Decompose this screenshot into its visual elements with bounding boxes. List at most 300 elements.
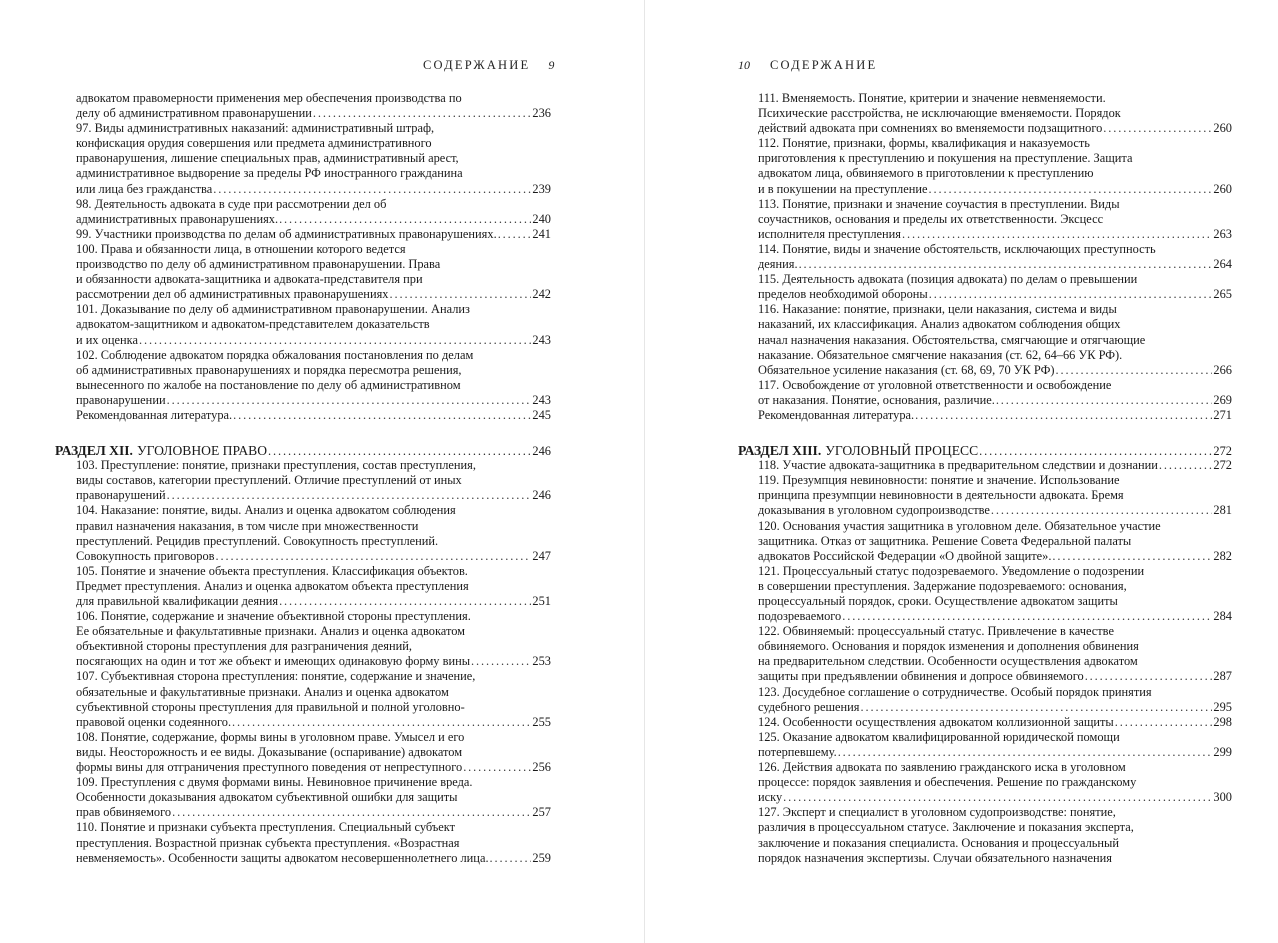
- entry-text: 109. Преступления с двумя формами вины. Невиновное причинение вреда.: [76, 775, 473, 790]
- dot-leader: [915, 408, 1212, 423]
- toc-entry-line: [55, 594, 551, 609]
- entry-text: 112. Понятие, признаки, формы, квалификация и наказуемость: [758, 136, 1090, 151]
- entry-text: в совершении преступления. Задержание подозреваемого: основания,: [758, 578, 1127, 593]
- entry-text: 125. Оказание адвокатом квалифицированной юридической помощи: [758, 729, 1120, 744]
- entry-text: административных правонарушениях.: [76, 211, 279, 226]
- toc-entry-line: [738, 790, 1232, 805]
- entry-text: 115. Деятельность адвоката (позиция адвоката) по делам о превышении: [758, 272, 1138, 287]
- entry-text: 101. Доказывание по делу об административном правонарушении. Анализ: [76, 302, 470, 317]
- toc-entry-line: [55, 579, 551, 594]
- page-ref: 245: [532, 407, 551, 422]
- entry-text: Совокупность приговоров: [76, 548, 215, 563]
- section-number: РАЗДЕЛ XII.: [55, 443, 133, 459]
- entry-text: 97. Виды административных наказаний: административный штраф,: [76, 121, 435, 136]
- toc-entry-line: [55, 227, 551, 242]
- toc-entry[interactable]: [55, 242, 551, 302]
- entry-text: 122. Обвиняемый: процессуальный статус. Привлечение в качестве: [758, 624, 1114, 639]
- dot-leader: [139, 333, 531, 348]
- toc-entry-line: [55, 408, 551, 423]
- dot-leader: [1159, 458, 1213, 473]
- page-ref: 265: [1213, 287, 1232, 302]
- toc-entry-line: [738, 805, 1232, 820]
- running-head: [423, 58, 554, 73]
- entry-text: процессе: порядок заявления и обеспечения. Решение по гражданскому: [758, 775, 1137, 790]
- page-ref: 253: [532, 654, 551, 669]
- toc-entry-line: [55, 121, 551, 136]
- toc-entry[interactable]: [55, 609, 551, 669]
- page-ref: 247: [532, 548, 551, 563]
- entry-text: рассмотрении дел об административных правонарушениях: [76, 287, 389, 302]
- dot-leader: [1085, 669, 1213, 684]
- page-ref: 257: [532, 805, 551, 820]
- page-ref: 260: [1213, 121, 1232, 136]
- toc-entry-line: [738, 851, 1232, 866]
- toc-entry[interactable]: [55, 302, 551, 347]
- toc-entry-line: [55, 473, 551, 488]
- toc-entry-line: [738, 257, 1232, 272]
- entry-text: порядок назначения экспертизы. Случаи обязательного назначения: [758, 850, 1112, 865]
- entry-text: 98. Деятельность адвоката в суде при рассмотрении дел об: [76, 196, 387, 211]
- toc-entry-line: [55, 333, 551, 348]
- entry-text: 111. Вменяемость. Понятие, критерии и значение невменяемости.: [758, 91, 1106, 105]
- running-head-title: СОДЕРЖАНИЕ: [423, 58, 531, 72]
- toc-entry-line: [55, 820, 551, 835]
- entry-text: от наказания. Понятие, основания, различие.: [758, 392, 995, 407]
- toc-entry-line: [738, 197, 1232, 212]
- entry-text: 103. Преступление: понятие, признаки преступления, состав преступления,: [76, 458, 476, 473]
- entry-text: исполнителя преступления: [758, 226, 901, 241]
- entry-text: 106. Понятие, содержание и значение объективной стороны преступления.: [76, 609, 471, 624]
- toc-entry-line: [738, 458, 1232, 473]
- dot-leader: [233, 408, 531, 423]
- entry-text: Рекомендованная литература.: [758, 407, 915, 422]
- dot-leader: [463, 760, 531, 775]
- page-ref: 242: [532, 287, 551, 302]
- toc-entry-line: [738, 715, 1232, 730]
- toc-entry-line: [738, 106, 1232, 121]
- toc-entry[interactable]: [55, 408, 551, 423]
- entry-text: 110. Понятие и признаки субъекта преступления. Специальный субъект: [76, 820, 456, 835]
- entry-text: субъективной стороны преступления для правильной и полной уголовно-: [76, 699, 465, 714]
- toc-entry-line: [55, 564, 551, 579]
- toc-entry[interactable]: [738, 624, 1232, 684]
- toc-entry-line: [738, 745, 1232, 760]
- toc-entry-line: [738, 760, 1232, 775]
- entry-text: прав обвиняемого: [76, 805, 172, 820]
- page-ref: 271: [1213, 407, 1232, 422]
- toc-entry-line: [738, 302, 1232, 317]
- page-ref: 260: [1213, 181, 1232, 196]
- page-ref: 241: [532, 226, 551, 241]
- toc-entry-line: [738, 564, 1232, 579]
- entry-text: адвокатом правомерности применения мер обеспечения производства по: [76, 91, 462, 105]
- entry-text: защиты при предъявлении обвинения и допросе обвиняемого: [758, 669, 1084, 684]
- entry-text: и обязанности адвоката-защитника и адвоката-представителя при: [76, 272, 423, 287]
- toc-entry-line: [55, 302, 551, 317]
- entry-text: принципа презумпции невиновности в деятельности адвоката. Бремя: [758, 488, 1124, 503]
- entry-text: 120. Основания участия защитника в уголовном деле. Обязательное участие: [758, 518, 1161, 533]
- toc-entry[interactable]: [55, 91, 551, 121]
- dot-leader: [991, 503, 1213, 518]
- toc-entry[interactable]: [55, 348, 551, 408]
- entry-text: виды составов, категории преступлений. Отличие преступлений от иных: [76, 473, 462, 488]
- entry-text: различия в процессуальном статусе. Заключение и показания эксперта,: [758, 820, 1134, 835]
- toc-entry[interactable]: [738, 685, 1232, 715]
- dot-leader: [838, 745, 1213, 760]
- dot-leader: [979, 444, 1212, 459]
- page-ref: 284: [1213, 609, 1232, 624]
- toc-entry[interactable]: [738, 473, 1232, 518]
- page-ref: 246: [532, 444, 551, 459]
- entry-text: наказание. Обязательное смягчение наказания (ст. 62, 64–66 УК РФ).: [758, 347, 1123, 362]
- toc-entry[interactable]: [738, 378, 1232, 408]
- dot-leader: [279, 212, 531, 227]
- toc-entry-line: [55, 106, 551, 121]
- toc-entry-line: [738, 654, 1232, 669]
- page-ref: 240: [532, 211, 551, 226]
- toc-entry-line: [55, 393, 551, 408]
- entry-text: защитника. Отказ от защитника. Решение Совета Федеральной палаты: [758, 533, 1132, 548]
- toc-entry-line: [55, 730, 551, 745]
- entry-text: 108. Понятие, содержание, формы вины в уголовном праве. Умысел и его: [76, 729, 465, 744]
- dot-leader: [1103, 121, 1212, 136]
- entry-text: 102. Соблюдение адвокатом порядка обжалования постановления по делам: [76, 347, 474, 362]
- toc-entry-line: [738, 669, 1232, 684]
- dot-leader: [471, 654, 531, 669]
- entry-text: соучастников, основания и пределы их ответственности. Эксцесс: [758, 211, 1104, 226]
- toc-entry-line: [55, 212, 551, 227]
- entry-text: обязательные и факультативные признаки. Анализ и оценка адвокатом: [76, 684, 449, 699]
- toc-entry[interactable]: [55, 121, 551, 196]
- toc-entry[interactable]: [738, 730, 1232, 760]
- entry-text: иску: [758, 790, 783, 805]
- entry-text: 124. Особенности осуществления адвокатом коллизионной защиты: [758, 714, 1114, 729]
- entry-text: Психические расстройства, не исключающие вменяемости. Порядок: [758, 106, 1121, 121]
- entry-text: Ее обязательные и факультативные признаки. Анализ и оценка адвокатом: [76, 624, 466, 639]
- entry-text: производство по делу об административном правонарушении. Права: [76, 257, 441, 272]
- toc-section-heading[interactable]: [55, 443, 551, 458]
- entry-text: деяния.: [758, 257, 798, 272]
- table-of-contents: [738, 91, 1232, 866]
- dot-leader: [268, 444, 531, 459]
- page-ref: 251: [532, 594, 551, 608]
- page-ref: 239: [532, 181, 551, 196]
- entry-text: для правильной квалификации деяния: [76, 594, 279, 608]
- toc-entry-line: [738, 639, 1232, 654]
- dot-leader: [232, 715, 531, 730]
- toc-entry-line: [738, 549, 1232, 564]
- page-ref: 263: [1213, 226, 1232, 241]
- page-ref: 243: [532, 332, 551, 347]
- toc-entry[interactable]: [738, 458, 1232, 473]
- page-ref: 255: [532, 714, 551, 729]
- entry-text: формы вины для отграничения преступного поведения от непреступного: [76, 760, 463, 775]
- entry-text: 116. Наказание: понятие, признаки, цели наказания, система и виды: [758, 302, 1117, 317]
- toc-entry-line: [55, 182, 551, 197]
- toc-entry-line: [738, 609, 1232, 624]
- toc-entry-line: [738, 212, 1232, 227]
- entry-text: Рекомендованная литература.: [76, 407, 233, 422]
- entry-text: преступления. Возрастной признак субъекта преступления. «Возрастная: [76, 835, 460, 850]
- section-number: РАЗДЕЛ XIII.: [738, 443, 822, 459]
- running-head-title: СОДЕРЖАНИЕ: [770, 58, 878, 72]
- dot-leader: [996, 393, 1213, 408]
- toc-entry-line: [55, 287, 551, 302]
- toc-entry-line: [738, 242, 1232, 257]
- entry-text: 119. Презумпция невиновности: понятие и значение. Использование: [758, 473, 1120, 488]
- toc-entry[interactable]: [55, 820, 551, 865]
- entry-text: 127. Эксперт и специалист в уголовном судопроизводстве: понятие,: [758, 805, 1116, 820]
- toc-entry[interactable]: [738, 408, 1232, 423]
- dot-leader: [902, 227, 1212, 242]
- toc-entry-line: [738, 775, 1232, 790]
- toc-entry[interactable]: [55, 730, 551, 775]
- toc-entry-line: [738, 700, 1232, 715]
- toc-entry[interactable]: [55, 503, 551, 563]
- toc-entry-line: [738, 166, 1232, 181]
- page-ref: 300: [1213, 790, 1232, 805]
- running-head: [738, 58, 877, 73]
- entry-text: и в покушении на преступление: [758, 181, 928, 196]
- page-ref: 295: [1213, 699, 1232, 714]
- entry-text: правонарушений: [76, 488, 166, 503]
- entry-text: Предмет преступления. Анализ и оценка адвокатом объекта преступления: [76, 578, 469, 593]
- toc-entry-line: [738, 136, 1232, 151]
- entry-text: правил назначения наказания, в том числе при множественности: [76, 518, 419, 533]
- page-ref: 282: [1213, 548, 1232, 563]
- entry-text: посягающих на один и тот же объект и имеющих одинаковую форму вины: [76, 654, 471, 669]
- page-ref: 299: [1213, 744, 1232, 759]
- toc-entry-line: [738, 534, 1232, 549]
- page-ref: 298: [1213, 714, 1232, 729]
- toc-entry-line: [738, 121, 1232, 136]
- toc-entry-line: [55, 609, 551, 624]
- toc-entry-line: [55, 654, 551, 669]
- entry-text: приготовления к преступлению и покушения на преступление. Защита: [758, 151, 1133, 166]
- toc-entry-line: [55, 378, 551, 393]
- toc-entry-line: [55, 91, 551, 106]
- toc-entry-line: [55, 775, 551, 790]
- toc-entry-line: [55, 257, 551, 272]
- toc-entry-line: [738, 488, 1232, 503]
- toc-entry-line: [55, 669, 551, 684]
- toc-entry-line: [55, 790, 551, 805]
- toc-entry-line: [738, 730, 1232, 745]
- toc-entry[interactable]: [55, 564, 551, 609]
- toc-entry[interactable]: [55, 669, 551, 729]
- dot-leader: [860, 700, 1212, 715]
- toc-entry-line: [738, 624, 1232, 639]
- entry-text: на предварительном следствии. Особенности осуществления адвокатом: [758, 654, 1138, 669]
- toc-entry-line: [738, 519, 1232, 534]
- toc-entry-line: [55, 272, 551, 287]
- table-of-contents: [55, 91, 551, 866]
- entry-text: 114. Понятие, виды и значение обстоятельств, исключающих преступность: [758, 241, 1156, 256]
- toc-entry-line: [55, 805, 551, 820]
- toc-entry-line: [55, 503, 551, 518]
- toc-entry-line: [55, 151, 551, 166]
- toc-entry-line: [738, 579, 1232, 594]
- toc-entry[interactable]: [738, 564, 1232, 624]
- toc-entry-line: [738, 317, 1232, 332]
- toc-entry[interactable]: [55, 458, 551, 503]
- dot-leader: [842, 609, 1212, 624]
- dot-leader: [213, 182, 531, 197]
- toc-entry-line: [55, 519, 551, 534]
- entry-text: и их оценка: [76, 332, 138, 347]
- entry-text: потерпевшему.: [758, 744, 837, 759]
- toc-entry-line: [738, 503, 1232, 518]
- toc-entry[interactable]: [738, 805, 1232, 865]
- entry-text: 123. Досудебное соглашение о сотрудничестве. Особый порядок принятия: [758, 684, 1152, 699]
- toc-entry[interactable]: [738, 91, 1232, 136]
- entry-text: судебного решения: [758, 699, 860, 714]
- dot-leader: [799, 257, 1213, 272]
- toc-entry-line: [55, 760, 551, 775]
- entry-text: адвокатов Российской Федерации «О двойной защите».: [758, 548, 1052, 563]
- toc-entry[interactable]: [738, 302, 1232, 377]
- dot-leader: [167, 393, 532, 408]
- toc-entry-line: [738, 91, 1232, 106]
- page-ref: 259: [532, 850, 551, 865]
- toc-entry[interactable]: [55, 227, 551, 242]
- toc-entry[interactable]: [738, 715, 1232, 730]
- toc-entry-line: [738, 836, 1232, 851]
- page-ref: 236: [532, 106, 551, 121]
- toc-entry-line: [55, 166, 551, 181]
- entry-text: наказаний, их классификация. Анализ адвокатом соблюдения общих: [758, 317, 1121, 332]
- entry-text: правонарушении: [76, 392, 166, 407]
- entry-text: преступлений. Рецидив преступлений. Совокупность преступлений.: [76, 533, 439, 548]
- toc-entry-line: [55, 317, 551, 332]
- dot-leader: [389, 287, 531, 302]
- toc-entry-line: [55, 136, 551, 151]
- page-ref: 246: [532, 488, 551, 503]
- toc-entry-line: [55, 624, 551, 639]
- page-number: 9: [548, 58, 555, 72]
- entry-text: адвокатом-защитником и адвокатом-представителем доказательств: [76, 317, 430, 332]
- toc-entry-line: [738, 182, 1232, 197]
- entry-text: или лица без гражданства: [76, 181, 213, 196]
- dot-leader: [929, 287, 1213, 302]
- entry-text: доказывания в уголовном судопроизводстве: [758, 503, 990, 518]
- page-number: 10: [738, 58, 750, 72]
- toc-entry-line: [55, 348, 551, 363]
- entry-text: начал назначения наказания. Обстоятельства, смягчающие и отягчающие: [758, 332, 1146, 347]
- page-ref: 272: [1213, 444, 1232, 459]
- entry-text: Обязательное усиление наказания (ст. 68, 69, 70 УК РФ): [758, 362, 1055, 377]
- toc-section-heading[interactable]: [738, 443, 1232, 458]
- right-page: [645, 0, 1278, 943]
- entry-text: 104. Наказание: понятие, виды. Анализ и оценка адвокатом соблюдения: [76, 503, 456, 518]
- toc-entry-line: [738, 333, 1232, 348]
- dot-leader: [172, 805, 531, 820]
- dot-leader: [279, 594, 531, 609]
- entry-text: вынесенного по жалобе на постановление по делу об административном: [76, 377, 461, 392]
- entry-text: 113. Понятие, признаки и значение соучастия в преступлении. Виды: [758, 196, 1120, 211]
- dot-leader: [490, 851, 532, 866]
- entry-text: правовой оценки содеянного.: [76, 714, 232, 729]
- entry-text: делу об административном правонарушении: [76, 106, 312, 121]
- toc-entry-line: [55, 363, 551, 378]
- page-ref: 287: [1213, 669, 1232, 684]
- toc-entry-line: [738, 473, 1232, 488]
- toc-entry-line: [55, 458, 551, 473]
- entry-text: Особенности доказывания адвокатом субъективной ошибки для защиты: [76, 790, 458, 805]
- entry-text: невменяемость». Особенности защиты адвокатом несовершеннолетнего лица.: [76, 850, 489, 865]
- dot-leader: [313, 106, 532, 121]
- toc-entry-line: [55, 745, 551, 760]
- toc-entry-line: [738, 594, 1232, 609]
- toc-entry-line: [55, 700, 551, 715]
- toc-entry-line: [738, 363, 1232, 378]
- dot-leader: [216, 549, 532, 564]
- toc-entry-line: [55, 836, 551, 851]
- toc-entry-line: [55, 242, 551, 257]
- dot-leader: [783, 790, 1212, 805]
- entry-text: 105. Понятие и значение объекта преступления. Классификация объектов.: [76, 563, 468, 578]
- toc-entry-line: [738, 272, 1232, 287]
- toc-entry-line: [738, 408, 1232, 423]
- entry-text: об административных правонарушениях и порядка пересмотра решения,: [76, 362, 462, 377]
- toc-entry-line: [55, 197, 551, 212]
- entry-text: виды. Неосторожность и ее виды. Доказывание (оспаривание) адвокатом: [76, 744, 463, 759]
- toc-entry-line: [738, 287, 1232, 302]
- entry-text: 117. Освобождение от уголовной ответственности и освобождение: [758, 377, 1112, 392]
- toc-entry[interactable]: [738, 197, 1232, 242]
- toc-entry-line: [55, 534, 551, 549]
- page-ref: 243: [532, 392, 551, 407]
- entry-text: объективной стороны преступления для разграничения деяний,: [76, 639, 412, 654]
- toc-entry[interactable]: [738, 242, 1232, 272]
- toc-entry-line: [55, 488, 551, 503]
- toc-entry-line: [738, 378, 1232, 393]
- toc-entry[interactable]: [738, 136, 1232, 196]
- entry-text: процессуальный порядок, сроки. Осуществление адвокатом защиты: [758, 594, 1118, 608]
- toc-entry[interactable]: [738, 760, 1232, 805]
- entry-text: 107. Субъективная сторона преступления: понятие, содержание и значение,: [76, 669, 476, 684]
- entry-text: конфискация орудия совершения или предмета административного: [76, 136, 432, 151]
- toc-entry-line: [55, 549, 551, 564]
- entry-text: пределов необходимой обороны: [758, 287, 928, 302]
- dot-leader: [1115, 715, 1213, 730]
- toc-entry-line: [738, 151, 1232, 166]
- toc-entry[interactable]: [55, 197, 551, 227]
- toc-entry[interactable]: [55, 775, 551, 820]
- section-title: УГОЛОВНЫЙ ПРОЦЕСС: [825, 443, 979, 459]
- toc-entry[interactable]: [738, 272, 1232, 302]
- toc-entry-line: [55, 715, 551, 730]
- page-ref: 256: [532, 760, 551, 775]
- dot-leader: [1052, 549, 1212, 564]
- toc-entry-line: [55, 851, 551, 866]
- toc-entry-line: [738, 227, 1232, 242]
- entry-text: подозреваемого: [758, 609, 842, 624]
- entry-text: заключение и показания специалиста. Основания и процессуальный: [758, 835, 1119, 850]
- toc-entry[interactable]: [738, 519, 1232, 564]
- dot-leader: [498, 227, 532, 242]
- toc-entry-line: [55, 639, 551, 654]
- toc-entry-line: [738, 820, 1232, 835]
- entry-text: правонарушения, лишение специальных прав, административный арест,: [76, 151, 459, 166]
- page-ref: 269: [1213, 392, 1232, 407]
- dot-leader: [167, 488, 532, 503]
- entry-text: 100. Права и обязанности лица, в отношении которого ведется: [76, 241, 406, 256]
- page-ref: 272: [1213, 458, 1232, 473]
- dot-leader: [928, 182, 1212, 197]
- page-ref: 264: [1213, 257, 1232, 272]
- page-ref: 266: [1213, 362, 1232, 377]
